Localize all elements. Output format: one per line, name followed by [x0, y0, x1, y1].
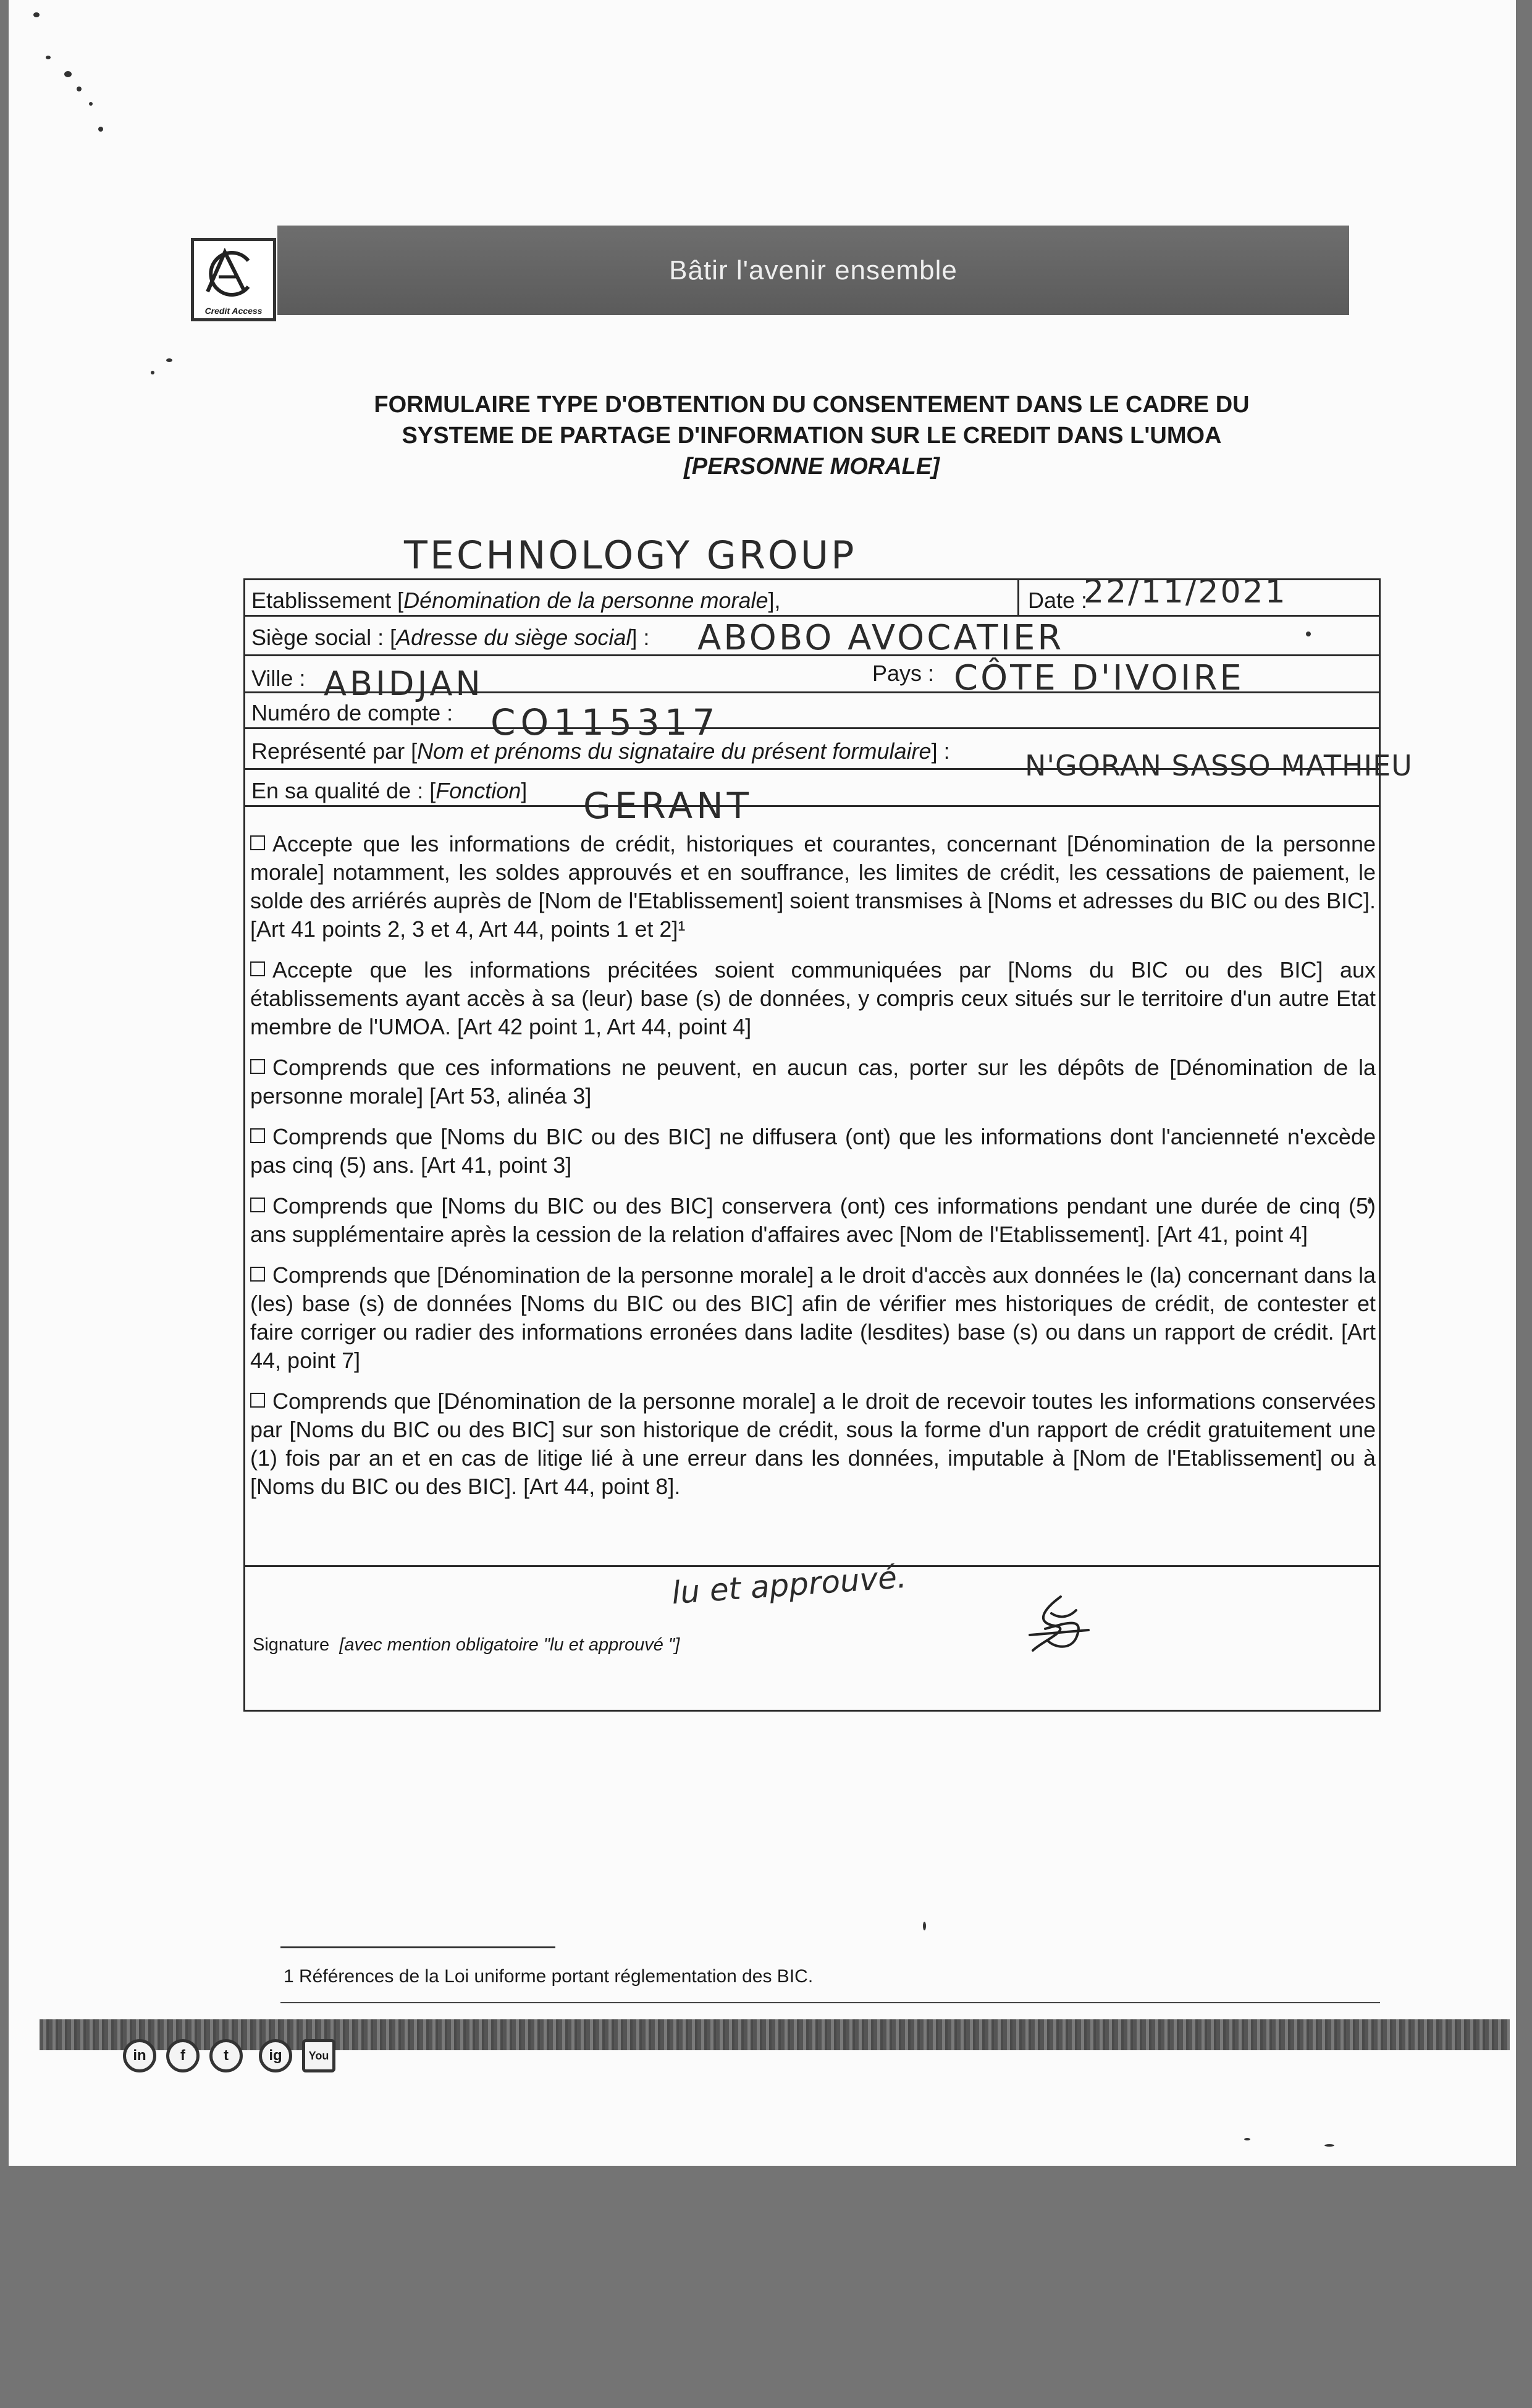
clause-item: Comprends que ces informations ne peuvent, en aucun cas, porter sur les dépôts de [Dénomination de la personne morale] [Art 53, alinéa 3] — [250, 1055, 1376, 1109]
credit-access-logo — [191, 238, 276, 321]
title-line-3: [PERSONNE MORALE] — [684, 454, 940, 479]
compte-label: Numéro de compte : — [251, 700, 453, 725]
banner-bar — [277, 226, 1349, 315]
hw-lu-et-approuve[interactable]: lu et approuvé. — [670, 1558, 908, 1612]
footnote: 1 Références de la Loi uniforme portant réglementation des BIC. — [284, 1966, 814, 1987]
title-line-2: SYSTEME DE PARTAGE D'INFORMATION SUR LE CREDIT DANS L'UMOA — [402, 423, 1222, 449]
document-title — [256, 389, 1368, 482]
etablissement-placeholder: Dénomination de la personne morale — [403, 588, 768, 613]
hw-date[interactable]: 22/11/2021 — [1084, 573, 1287, 610]
clause-item: Accepte que les informations de crédit, historiques et courantes, concernant [Dénomination de la personne morale] notamment, les soldes approuvés et en souffrance, les limites de crédit, les cessations de paiement, le solde des arriérés auprès de [Nom de l'Etablissement] soient transmises à [Noms et adresses du BIC ou des BIC]. [Art 41 points 2, 3 et 4, Art 44, points 1 et 2]¹ — [250, 831, 1376, 942]
signature-label: Signature [avec mention obligatoire "lu et approuvé "] — [253, 1635, 680, 1655]
footnote-rule — [280, 1946, 555, 1948]
signature-scribble-icon — [1017, 1592, 1104, 1660]
footer-band — [40, 2019, 1510, 2050]
checkbox[interactable] — [250, 1128, 265, 1143]
banner-slogan: Bâtir l'avenir ensemble — [669, 255, 958, 285]
instagram-icon[interactable]: ig — [259, 2039, 292, 2072]
consent-clauses — [250, 830, 1376, 1513]
row-ville-pays — [245, 654, 1379, 693]
signature-note: [avec mention obligatoire "lu et approuvé "] — [339, 1635, 680, 1655]
consent-form — [243, 578, 1381, 1712]
checkbox[interactable] — [250, 961, 265, 976]
signature-row — [245, 1558, 1379, 1712]
qualite-placeholder: Fonction — [436, 778, 521, 803]
date-cell — [1017, 580, 1088, 615]
checkbox[interactable] — [250, 1267, 265, 1282]
siege-placeholder: Adresse du siège social — [396, 625, 631, 650]
row-compte — [245, 691, 1379, 729]
clause-item: Accepte que les informations précitées soient communiquées par [Noms du BIC ou des BIC] aux établissements ayant accès à sa (leur) base (s) de données, y compris ceux situés sur le territoire d'un autre Etat membre de l'UMOA. [Art 42 point 1, Art 44, point 4] — [250, 957, 1376, 1039]
hw-qualite[interactable]: GERANT — [583, 785, 753, 827]
facebook-icon[interactable]: f — [166, 2039, 200, 2072]
document-page — [9, 0, 1516, 2166]
clause-item: Comprends que [Dénomination de la personne morale] a le droit de recevoir toutes les informations conservées par [Noms du BIC ou des BIC] sur son historique de crédit, sous la forme d'un rapport de crédit gratuitement une (1) fois par an et en cas de litige lié à une erreur dans les données, imputable à [Nom de l'Etablissement] ou à [Noms du BIC ou des BIC]. [Art 44, point 8]. — [250, 1388, 1376, 1499]
pays-label: Pays : — [872, 661, 935, 686]
checkbox[interactable] — [250, 835, 265, 850]
ville-label: Ville : — [251, 665, 306, 691]
checkbox[interactable] — [250, 1198, 265, 1212]
hw-compte[interactable]: CO115317 — [490, 701, 720, 743]
twitter-icon[interactable]: t — [209, 2039, 243, 2072]
hw-ville[interactable]: ABIDJAN — [324, 664, 484, 703]
logo-emblem-icon — [200, 246, 261, 297]
checkbox[interactable] — [250, 1393, 265, 1408]
hw-etablissement[interactable]: TECHNOLOGY GROUP — [404, 533, 857, 578]
row-qualite: En sa qualité de : [Fonction] — [245, 768, 1379, 807]
linkedin-icon[interactable]: in — [123, 2039, 156, 2072]
youtube-icon[interactable]: You — [302, 2039, 335, 2072]
date-label: Date : — [1028, 588, 1088, 613]
logo-text: Credit Access — [204, 306, 263, 316]
hw-siege[interactable]: ABOBO AVOCATIER — [697, 618, 1064, 658]
clause-item: Comprends que [Noms du BIC ou des BIC] ne diffusera (ont) que les informations dont l'ancienneté n'excède pas cinq (5) ans. [Art 41, point 3] — [250, 1124, 1376, 1178]
clause-item: Comprends que [Dénomination de la personne morale] a le droit d'accès aux données le (la) concernant dans la (les) base (s) de données [Noms du BIC ou des BIC] afin de vérifier mes historiques de crédit, de contester et faire corriger ou radier des informations erronées dans ladite (lesdites) base (s) ou dans un rapport de crédit. [Art 44, point 7] — [250, 1262, 1376, 1373]
header-banner — [191, 226, 1352, 316]
clause-item: Comprends que [Noms du BIC ou des BIC] conservera (ont) ces informations pendant une durée de cinq (5) ans supplémentaire après la cession de la relation d'affaires avec [Nom de l'Etablissement]. [Art 41, point 4] — [250, 1193, 1376, 1247]
title-line-1: FORMULAIRE TYPE D'OBTENTION DU CONSENTEMENT DANS LE CADRE DU — [374, 392, 1250, 418]
represente-placeholder: Nom et prénoms du signataire du présent formulaire — [417, 738, 932, 764]
row-represente: Représenté par [Nom et prénoms du signataire du présent formulaire] : — [245, 727, 1379, 770]
checkbox[interactable] — [250, 1059, 265, 1074]
row-etablissement: Etablissement [Dénomination de la personne morale], Date : — [245, 580, 1379, 617]
footnote-divider — [280, 2002, 1380, 2003]
row-siege: Siège social : [Adresse du siège social] : — [245, 615, 1379, 656]
hw-pays[interactable]: CÔTE D'IVOIRE — [954, 658, 1244, 698]
hw-represente[interactable]: N'GORAN SASSO MATHIEU — [1025, 749, 1413, 782]
